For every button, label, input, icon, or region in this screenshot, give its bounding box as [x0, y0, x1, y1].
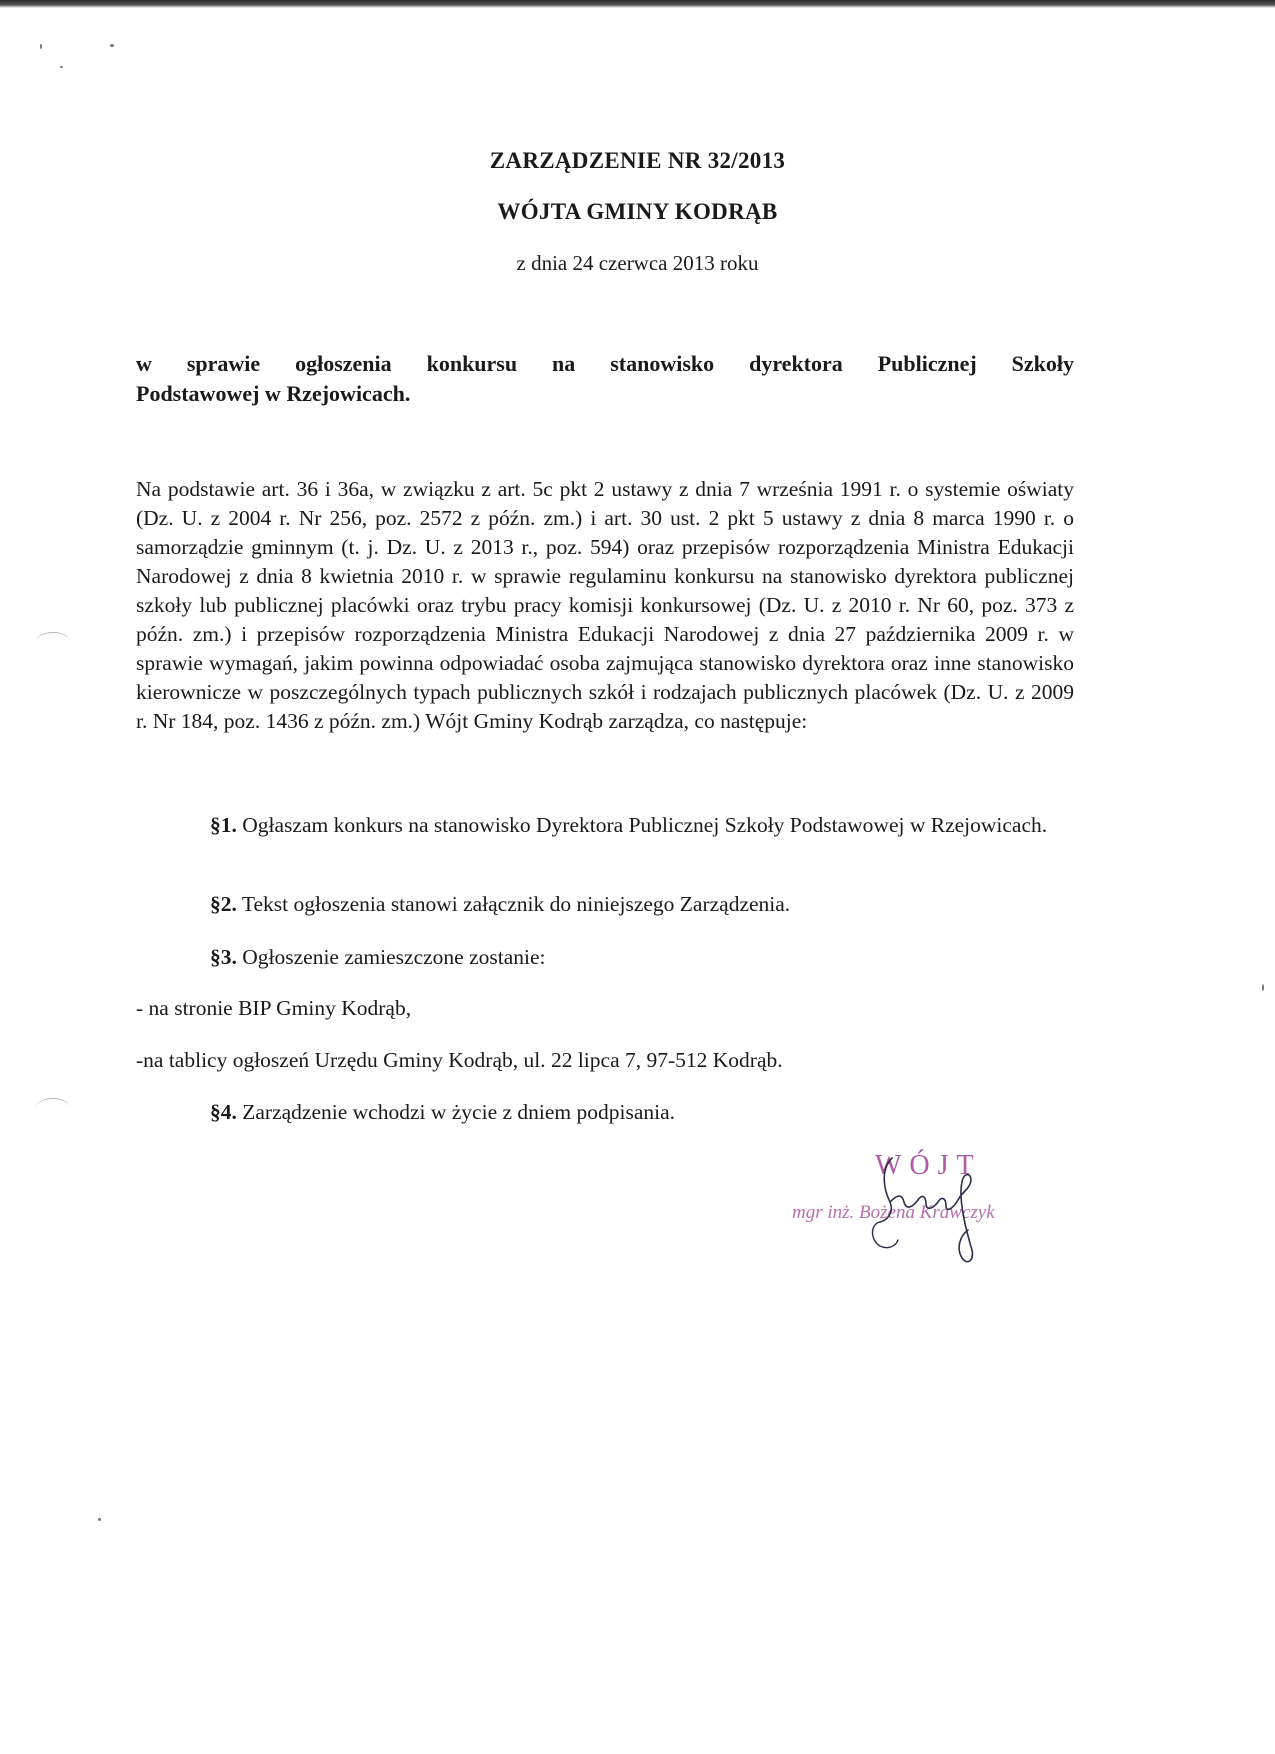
- punch-hole-mark: [36, 1098, 70, 1117]
- scan-border: [0, 0, 1275, 8]
- section-number: §1.: [210, 813, 237, 837]
- document-title: ZARZĄDZENIE NR 32/2013: [489, 148, 786, 173]
- scan-speck: [40, 44, 42, 49]
- section-text: Zarządzenie wchodzi w życie z dniem podpisania.: [236, 1100, 676, 1124]
- subject-line-2: Podstawowej w Rzejowicach.: [136, 381, 411, 406]
- section-1: [136, 811, 1074, 840]
- stamp-name: mgr inż. Bożena Krawczyk: [792, 1202, 995, 1223]
- handwritten-signature: [840, 1150, 1010, 1270]
- scan-speck: [60, 66, 63, 68]
- punch-hole-mark: [36, 632, 70, 651]
- scan-speck: [1262, 984, 1264, 991]
- section-number: §3.: [210, 945, 237, 969]
- section-number: §4.: [210, 1100, 237, 1124]
- scan-speck: [98, 1518, 101, 1521]
- official-stamp: [780, 1150, 1080, 1270]
- publication-item-1: - na stronie BIP Gminy Kodrąb,: [136, 996, 412, 1020]
- section-number: §2.: [210, 892, 237, 916]
- publication-item-2: -na tablicy ogłoszeń Urzędu Gminy Kodrąb, ul. 22 lipca 7, 97-512 Kodrąb.: [136, 1048, 783, 1072]
- section-4: [210, 1098, 1070, 1127]
- section-2: [210, 890, 1070, 919]
- section-text: Ogłaszam konkurs na stanowisko Dyrektora Publicznej Szkoły Podstawowej w Rzejowicach.: [236, 813, 1048, 837]
- legal-basis-paragraph: Na podstawie art. 36 i 36a, w związku z art. 5c pkt 2 ustawy z dnia 7 września 1991 r. o systemie oświaty (Dz. U. z 2004 r. Nr 256, poz. 2572 z późn. zm.) i art. 30 ust. 2 pkt 5 ustawy z dnia 8 marca 1990 r. o samorządzie gminnym (t. j. Dz. U. z 2013 r., poz. 594) oraz przepisów rozporządzenia Ministra Edukacji Narodowej z dnia 8 kwietnia 2010 r. w sprawie regulaminu konkursu na stanowisko dyrektora publicznej szkoły lub publicznej placówki oraz trybu pracy komisji konkursowej (Dz. U. z 2010 r. Nr 60, poz. 373 z późn. zm.) i przepisów rozporządzenia Ministra Edukacji Narodowej z dnia 27 października 2009 r. w sprawie wymagań, jakim powinna odpowiadać osoba zajmująca stanowisko dyrektora oraz inne stanowisko kierownicze w poszczególnych typach publicznych szkół i rodzajach publicznych placówek (Dz. U. z 2009 r. Nr 184, poz. 1436 z późn. zm.) Wójt Gminy Kodrąb zarządza, co następuje:: [136, 477, 1074, 733]
- document-date: z dnia 24 czerwca 2013 roku: [516, 251, 759, 275]
- section-text: Ogłoszenie zamieszczone zostanie:: [236, 945, 546, 969]
- stamp-title: WÓJT: [875, 1150, 982, 1181]
- issuing-authority: WÓJTA GMINY KODRĄB: [497, 199, 778, 224]
- section-3: [210, 943, 1070, 972]
- subject: [136, 349, 1074, 409]
- section-text: Tekst ogłoszenia stanowi załącznik do niniejszego Zarządzenia.: [236, 892, 791, 916]
- subject-line-1: w sprawie ogłoszenia konkursu na stanowisko dyrektora Publicznej Szkoły: [136, 351, 1074, 376]
- scan-speck: [110, 44, 114, 47]
